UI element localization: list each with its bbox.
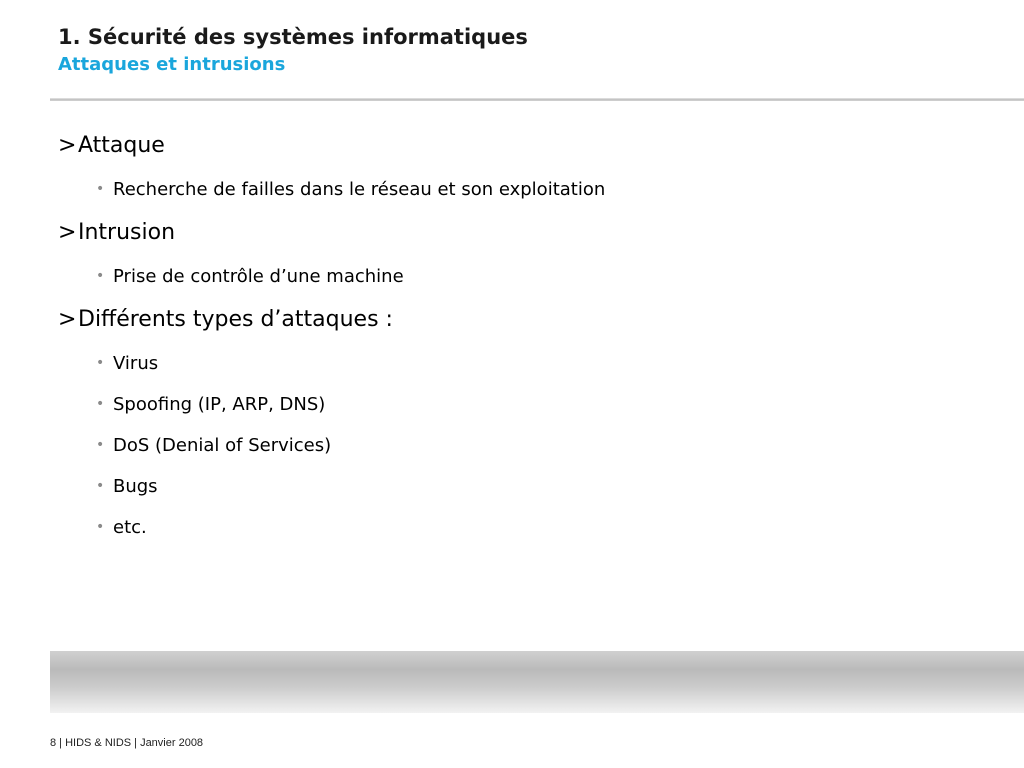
chevron-marker-icon: > [58, 133, 77, 158]
list-item [58, 261, 998, 292]
list-item-label: Bugs [113, 476, 158, 497]
list-item [58, 512, 998, 543]
slide-footer: 8 | HIDS & NIDS | Janvier 2008 [50, 737, 204, 749]
list-item [58, 348, 998, 379]
chevron-marker-icon: > [58, 220, 77, 245]
list-item-label: Recherche de failles dans le réseau et son exploitation [113, 179, 606, 200]
slide-content [58, 128, 998, 553]
list-item-label: DoS (Denial of Services) [113, 435, 332, 456]
list-item-label: Spoofing (IP, ARP, DNS) [113, 394, 326, 415]
bullet-icon: • [96, 396, 105, 412]
bullet-icon: • [96, 437, 105, 453]
list-item-label: Prise de contrôle d’une machine [113, 266, 404, 287]
list-item [58, 430, 998, 461]
section-heading-types [58, 302, 998, 338]
slide-header [58, 22, 528, 78]
bullet-icon: • [96, 181, 105, 197]
section-heading-label: Attaque [78, 133, 165, 158]
slide-subtitle: Attaques et intrusions [58, 54, 286, 75]
slide-title: 1. Sécurité des systèmes informatiques [58, 25, 528, 49]
section-heading-label: Intrusion [78, 220, 176, 245]
bullet-icon: • [96, 355, 105, 371]
bullet-icon: • [96, 519, 105, 535]
section-heading-label: Différents types d’attaques : [78, 307, 393, 332]
header-divider [50, 98, 1024, 101]
list-item [58, 174, 998, 205]
section-heading-intrusion [58, 215, 998, 251]
bullet-icon: • [96, 478, 105, 494]
footer-gradient-band [50, 651, 1024, 713]
list-item [58, 389, 998, 420]
chevron-marker-icon: > [58, 307, 77, 332]
list-item-label: etc. [113, 517, 147, 538]
bullet-icon: • [96, 268, 105, 284]
section-heading-attaque [58, 128, 998, 164]
list-item-label: Virus [113, 353, 159, 374]
list-item [58, 471, 998, 502]
